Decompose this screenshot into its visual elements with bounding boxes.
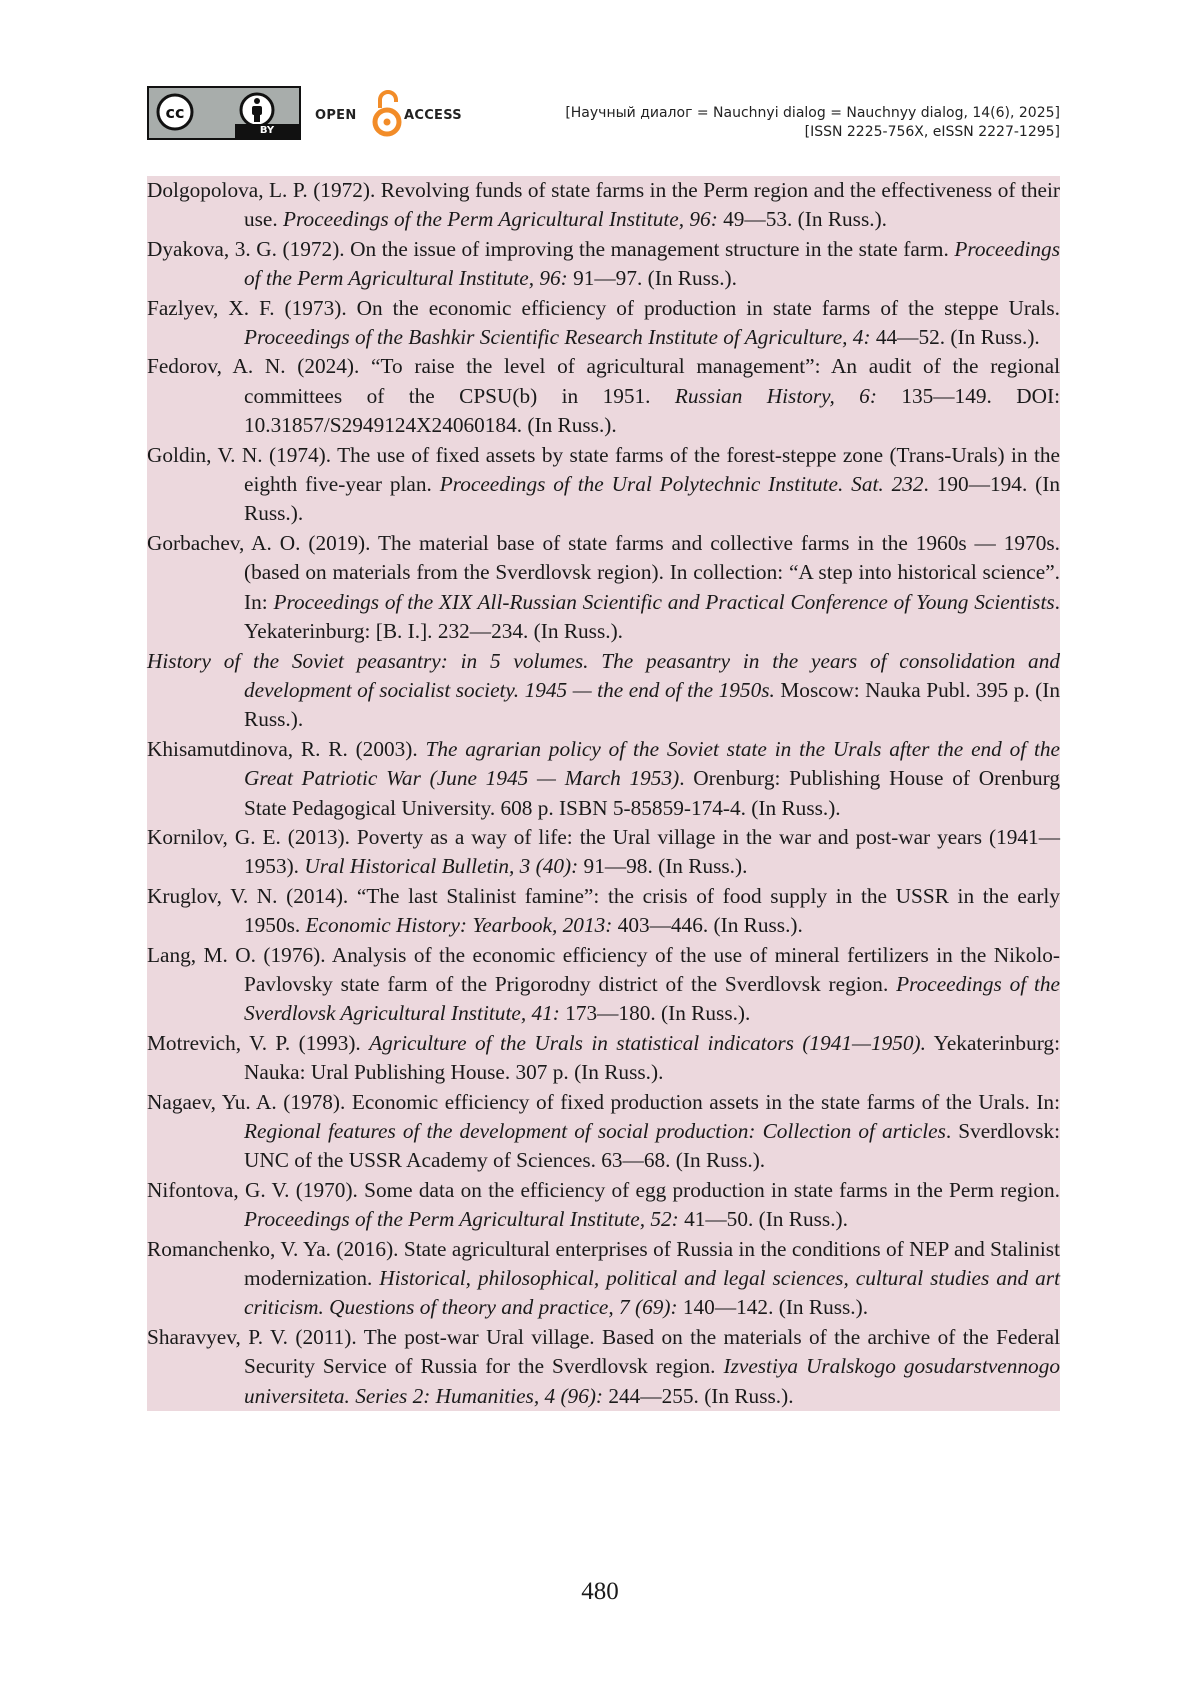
reference-tail-text: Moscow: Nauka Publ. 395 p. (In Russ.). [244, 677, 1060, 732]
reference-source-title: Proceedings of the Sverdlovsk Agricultural Institute, 41: [244, 971, 1061, 1026]
reference-tail-text: . 190—194. (In Russ.). [244, 472, 1060, 526]
reference-lead-text: Fedorov, A. N. (2024). “To raise the level of agricultural management”: An audit of the regional committees of the CPSU(b) in 1951. [147, 354, 1060, 408]
reference-tail-text: . Yekaterinburg: [B. I.]. 232—234. (In Russ.). [244, 589, 1060, 644]
reference-entry [147, 176, 1060, 235]
reference-lead-text: Nagaev, Yu. A. (1978). Economic efficiency of fixed production assets in the state farms of the Urals. In: [147, 1089, 1060, 1114]
reference-tail-text: 44—52. (In Russ.). [870, 325, 1040, 350]
reference-lead-text: Romanchenko, V. Ya. (2016). State agricultural enterprises of Russia in the conditions of NEP and Stalinist modernization. [147, 1236, 1060, 1291]
page-header [147, 86, 1060, 142]
open-access-lock-icon [371, 88, 403, 138]
by-label: BY [235, 124, 299, 138]
reference-source-title: Agriculture of the Urals in statistical indicators (1941—1950). [369, 1030, 926, 1055]
reference-entry [147, 1088, 1060, 1176]
reference-tail-text: 91—98. (In Russ.). [578, 854, 748, 879]
svg-text:cc: cc [165, 103, 185, 122]
reference-tail-text: . Sverdlovsk: UNC of the USSR Academy of Sciences. 63—68. (In Russ.). [244, 1119, 1060, 1173]
reference-lead-text: Sharavyev, P. V. (2011). The post-war Ural village. Based on the materials of the archive of the Federal Security Service of Russia for the Sverdlovsk region. [147, 1324, 1060, 1379]
reference-source-title: The agrarian policy of the Soviet state in the Urals after the end of the Great Patriotic War (June 1945 — March 1953) [244, 736, 1061, 791]
reference-lead-text: Motrevich, V. P. (1993). [147, 1030, 370, 1055]
reference-lead-text: Goldin, V. N. (1974). The use of fixed assets by state farms of the forest-steppe zone (Trans-Urals) in the eighth five-year plan. [147, 442, 1060, 497]
reference-tail-text: 135—149. DOI: 10.31857/S2949124X24060184. (In Russ.). [244, 383, 1060, 438]
reference-source-title: Proceedings of the Perm Agricultural Institute, 52: [244, 1207, 679, 1232]
reference-entry [147, 1176, 1060, 1235]
reference-tail-text: 41—50. (In Russ.). [678, 1207, 848, 1232]
reference-lead-text: Gorbachev, A. O. (2019). The material base of state farms and collective farms in the 1960s — 1970s. (based on materials from the Sverdlovsk region). In collection: “A step into historical science”. In: [147, 530, 1060, 614]
cc-by-license-badge[interactable] [147, 86, 301, 140]
reference-lead-text: Kornilov, G. E. (2013). Poverty as a way of life: the Ural village in the war and post-war years (1941—1953). [147, 824, 1060, 879]
reference-source-title: Izvestiya Uralskogo gosudarstvennogo universiteta. Series 2: Humanities, 4 (96): [244, 1354, 1061, 1408]
journal-citation [565, 104, 1060, 142]
open-access-logo[interactable] [315, 88, 465, 140]
reference-source-title: History of the Soviet peasantry: in 5 volumes. The peasantry in the years of consolidation and development of socialist society. 1945 — the end of the 1950s. [147, 648, 1060, 702]
reference-lead-text: Kruglov, V. N. (2014). “The last Stalinist famine”: the crisis of food supply in the USSR in the early 1950s. [147, 883, 1060, 938]
reference-lead-text: Fazlyev, X. F. (1973). On the economic efficiency of production in state farms of the steppe Urals. [147, 295, 1060, 320]
reference-tail-text: 49—53. (In Russ.). [717, 207, 887, 232]
reference-entry [147, 882, 1060, 941]
journal-citation-line: [Научный диалог = Nauchnyi dialog = Nauchnyy dialog, 14(6), 2025] [565, 105, 1060, 121]
reference-lead-text: Khisamutdinova, R. R. (2003). [147, 736, 426, 761]
reference-entry [147, 823, 1060, 882]
reference-source-title: Economic History: Yearbook, 2013: [305, 913, 613, 938]
reference-tail-text: . Orenburg: Publishing House of Orenburg State Pedagogical University. 608 p. ISBN 5-85859-174-4. (In Russ.). [244, 766, 1060, 820]
reference-tail-text: 140—142. (In Russ.). [677, 1295, 869, 1320]
open-label: OPEN [315, 108, 357, 123]
reference-entry [147, 1029, 1060, 1088]
reference-tail-text: Yekaterinburg: Nauka: Ural Publishing House. 307 p. (In Russ.). [244, 1030, 1060, 1085]
reference-tail-text: 403—446. (In Russ.). [612, 913, 803, 938]
reference-source-title: Ural Historical Bulletin, 3 (40): [304, 854, 579, 879]
reference-entry [147, 529, 1060, 647]
reference-source-title: Russian History, 6: [674, 383, 877, 408]
reference-source-title: Proceedings of the Ural Polytechnic Institute. Sat. 232 [439, 472, 924, 497]
reference-source-title: Proceedings of the Perm Agricultural Institute, 96: [283, 207, 718, 232]
access-label: ACCESS [404, 108, 462, 123]
reference-tail-text: 173—180. (In Russ.). [559, 1001, 751, 1026]
reference-entry [147, 352, 1060, 440]
reference-entry [147, 235, 1060, 294]
reference-tail-text: 244—255. (In Russ.). [603, 1383, 794, 1408]
reference-source-title: Proceedings of the Perm Agricultural Institute, 96: [244, 236, 1060, 291]
reference-entry [147, 1235, 1060, 1323]
reference-source-title: Proceedings of the XIX All-Russian Scientific and Practical Conference of Young Scientists [273, 589, 1055, 614]
creative-commons-icon [155, 92, 195, 132]
reference-entry [147, 647, 1060, 735]
page-number: 480 [581, 1578, 619, 1605]
reference-lead-text: Nifontova, G. V. (1970). Some data on the efficiency of egg production in state farms in the Perm region. [147, 1177, 1060, 1202]
references-list [147, 176, 1060, 1411]
reference-lead-text: Dolgopolova, L. P. (1972). Revolving funds of state farms in the Perm region and the effectiveness of their use. [147, 178, 1060, 232]
reference-source-title: Historical, philosophical, political and legal sciences, cultural studies and art criticism. Questions of theory and practice, 7 (69): [244, 1266, 1060, 1320]
reference-lead-text: Lang, M. O. (1976). Analysis of the economic efficiency of the use of mineral fertilizers in the Nikolo-Pavlovsky state farm of the Prigorodny district of the Sverdlovsk region. [147, 942, 1060, 996]
reference-source-title: Proceedings of the Bashkir Scientific Research Institute of Agriculture, 4: [244, 325, 871, 350]
journal-issn-line: [ISSN 2225-756X, eISSN 2227-1295] [804, 124, 1060, 140]
reference-entry [147, 941, 1060, 1029]
reference-tail-text: 91—97. (In Russ.). [567, 266, 737, 291]
reference-entry [147, 1323, 1060, 1411]
reference-source-title: Regional features of the development of social production: Collection of articles [244, 1119, 946, 1143]
reference-entry [147, 735, 1060, 823]
reference-entry [147, 294, 1060, 353]
reference-lead-text: Dyakova, 3. G. (1972). On the issue of improving the management structure in the state farm. [147, 236, 955, 261]
reference-entry [147, 441, 1060, 529]
